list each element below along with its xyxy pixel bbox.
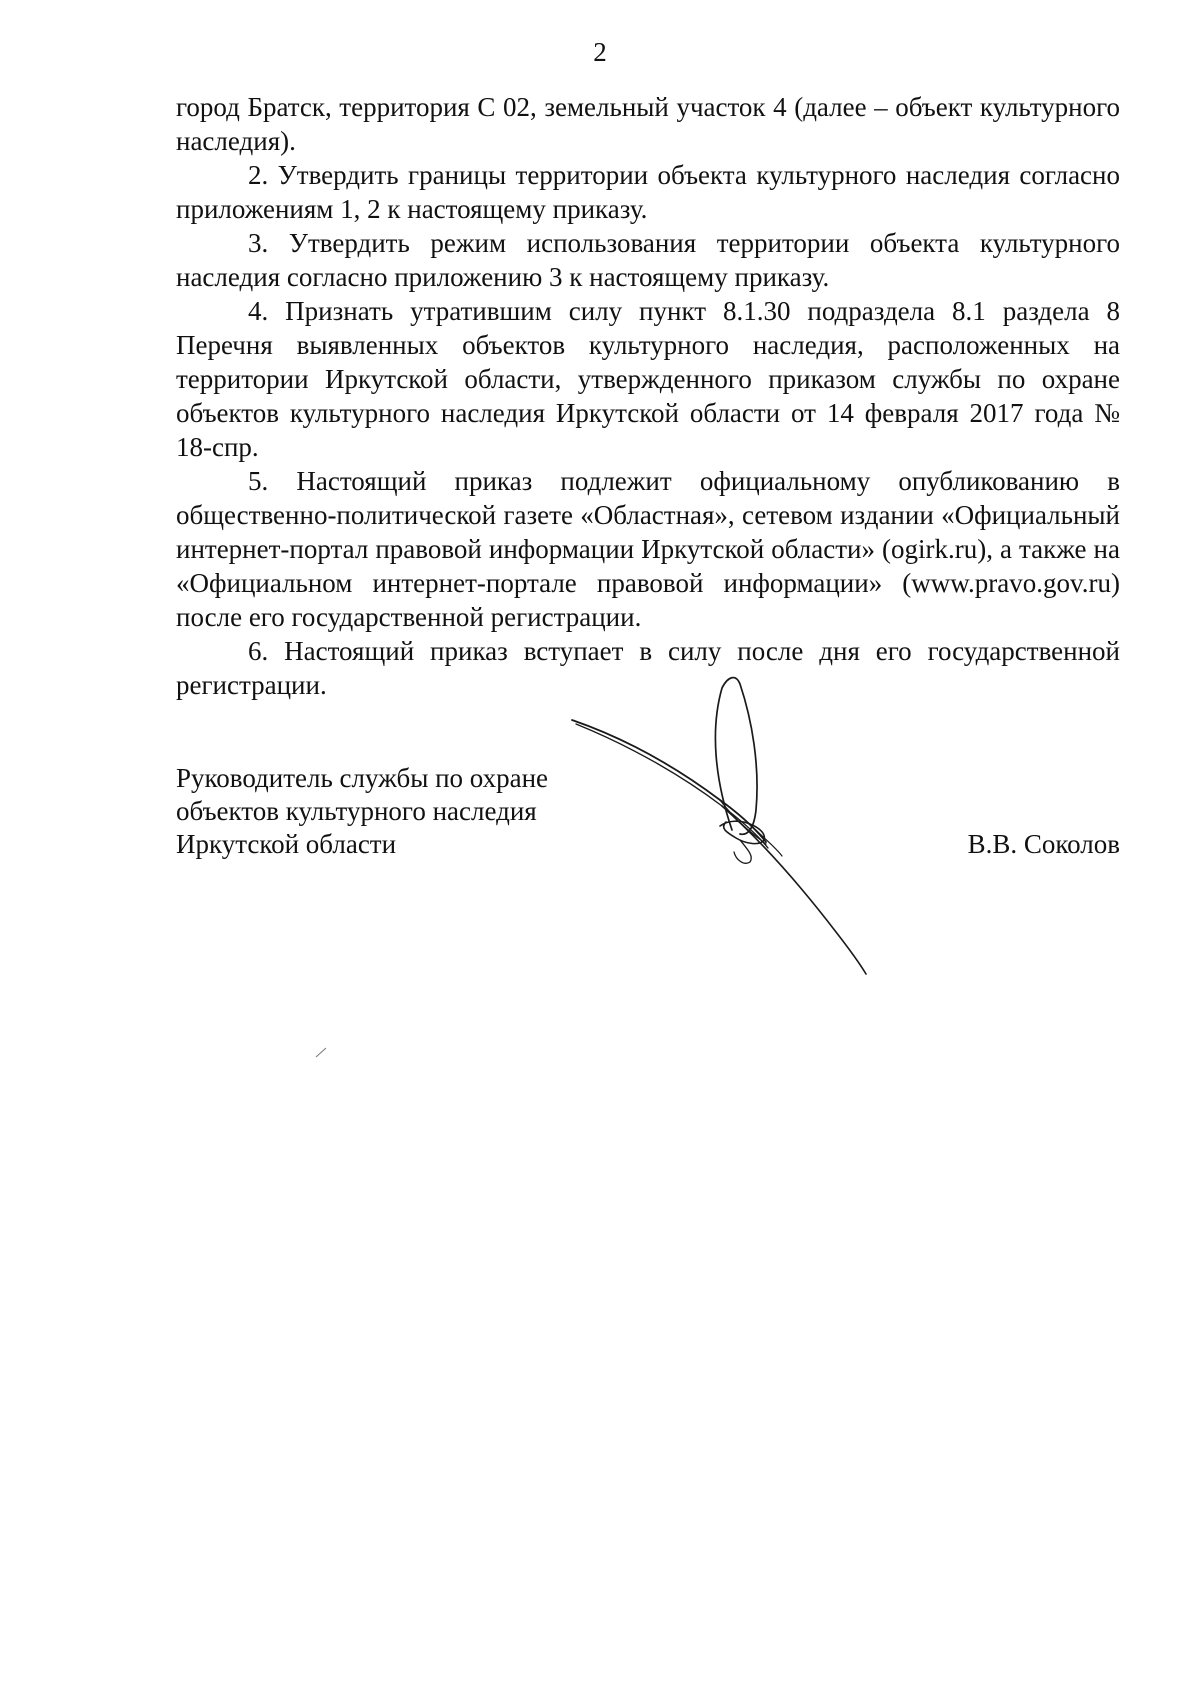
page-number: 2: [593, 37, 607, 67]
signatory-name: В.В. Соколов: [967, 829, 1120, 859]
paragraph-4-revocation: 4. Признать утратившим силу пункт 8.1.30 подраздела 8.1 раздела 8 Перечня выявленных объектов культурного наследия, расположенных на территории Иркутской области, утвержденного приказом службы по охране объектов культурного наследия Иркутской области от 14 февраля 2017 года № 18-спр.: [176, 296, 1120, 462]
handwritten-signature: [570, 670, 910, 1000]
paragraph-1-continuation: город Братск, территория С 02, земельный участок 4 (далее – объект культурного наследия).: [176, 92, 1120, 156]
paragraph-3-usage-regime: 3. Утвердить режим использования территории объекта культурного наследия согласно приложению 3 к настоящему приказу.: [176, 228, 1120, 292]
document-body: [176, 90, 1120, 702]
signatory-title-line-3: Иркутской области: [176, 829, 397, 859]
paragraph-6-entry-into-force: 6. Настоящий приказ вступает в силу после дня его государственной регистрации.: [176, 636, 1120, 700]
paragraph-2-boundaries: 2. Утвердить границы территории объекта культурного наследия согласно приложениям 1, 2 к настоящему приказу.: [176, 160, 1120, 224]
signatory-title-line-2: объектов культурного наследия: [176, 796, 537, 826]
signatory-title: [176, 762, 548, 861]
signatory-title-line-1: Руководитель службы по охране: [176, 763, 549, 793]
scan-speck: [314, 1043, 334, 1059]
paragraph-5-publication: 5. Настоящий приказ подлежит официальному опубликованию в общественно-политической газете «Областная», сетевом издании «Официальный интернет-портал правовой информации Иркутской области» (ogirk.ru), а также на «Официальном интернет-портале правовой информации» (www.pravo.gov.ru) после его государственной регистрации.: [176, 466, 1120, 632]
